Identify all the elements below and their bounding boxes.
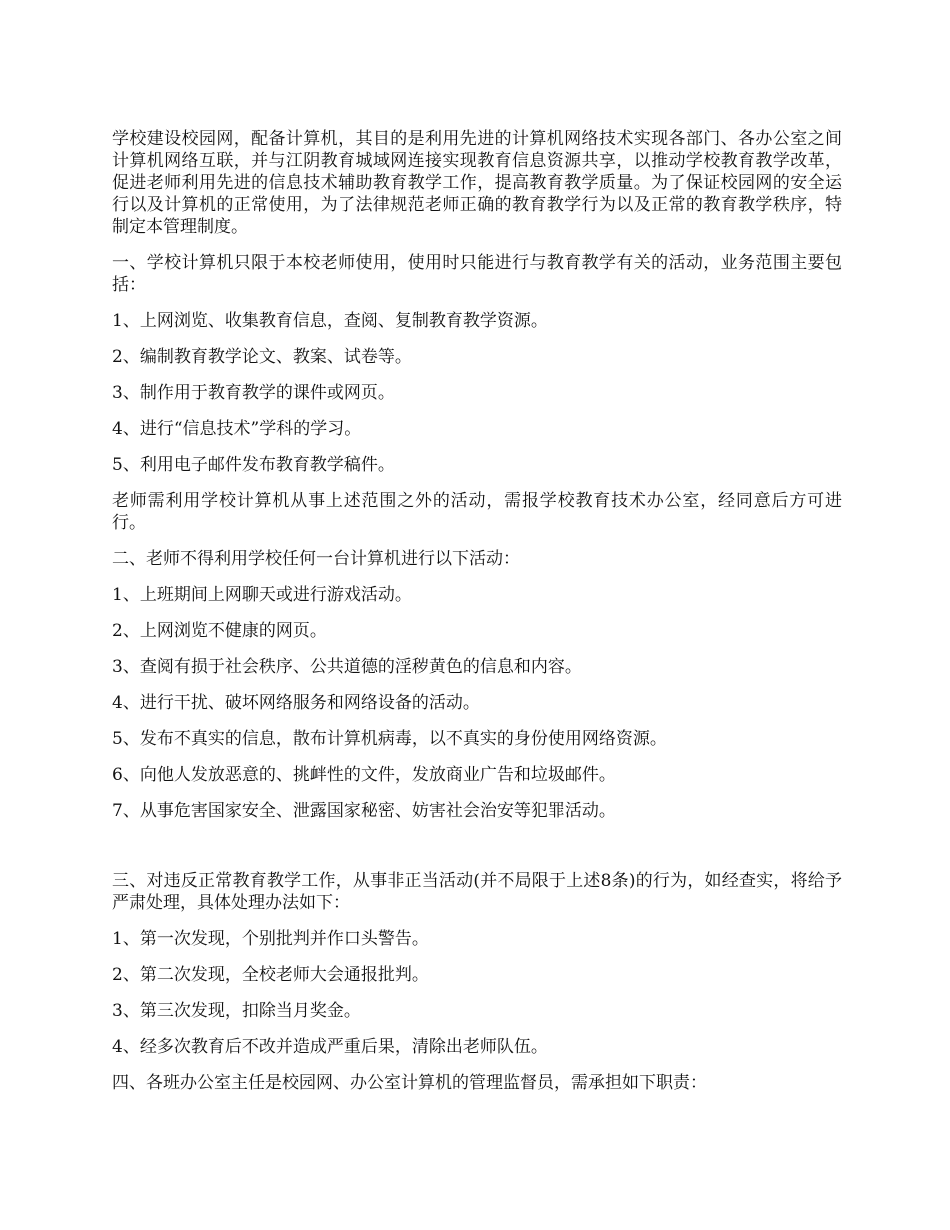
list-item: 2、第二次发现，全校老师大会通报批判。 xyxy=(112,965,429,985)
list-item: 3、制作用于教育教学的课件或网页。 xyxy=(112,383,395,403)
list-item: 2、编制教育教学论文、教案、试卷等。 xyxy=(112,347,412,367)
list-item: 1、上网浏览、收集教育信息，查阅、复制教育教学资源。 xyxy=(112,311,548,331)
section-spacer xyxy=(112,836,842,870)
list-item: 3、查阅有损于社会秩序、公共道德的淫秽黄色的信息和内容。 xyxy=(112,657,582,677)
list-item: 4、进行“信息技术”学科的学习。 xyxy=(112,419,362,439)
list-item: 1、上班期间上网聊天或进行游戏活动。 xyxy=(112,585,412,605)
list-item: 7、从事危害国家安全、泄露国家秘密、妨害社会治安等犯罪活动。 xyxy=(112,801,616,821)
list-item: 5、发布不真实的信息，散布计算机病毒，以不真实的身份使用网络资源。 xyxy=(112,729,667,749)
list-item: 1、第一次发现，个别批判并作口头警告。 xyxy=(112,929,429,949)
list-item: 6、向他人发放恶意的、挑衅性的文件，发放商业广告和垃圾邮件。 xyxy=(112,765,616,785)
section3-heading: 三、对违反正常教育教学工作，从事非正当活动(并不局限于上述8条)的行为，如经查实，将给予严肃处理，具体处理办法如下： xyxy=(112,871,842,913)
intro-paragraph: 学校建设校园网，配备计算机，其目的是利用先进的计算机网络技术实现各部门、各办公室之间计算机网络互联，并与江阴教育城域网连接实现教育信息资源共享，以推动学校教育教学改革，促进老师利用先进的信息技术辅助教育教学工作，提高教育教学质量。为了保证校园网的安全运行以及计算机的正常使用，为了法律规范老师正确的教育教学行为以及正常的教育教学秩序，特制定本管理制度。 xyxy=(112,129,842,237)
section2-heading: 二、老师不得利用学校任何一台计算机进行以下活动： xyxy=(112,549,520,569)
list-item: 4、经多次教育后不改并造成严重后果，清除出老师队伍。 xyxy=(112,1037,548,1057)
list-item: 3、第三次发现，扣除当月奖金。 xyxy=(112,1001,361,1021)
list-item: 2、上网浏览不健康的网页。 xyxy=(112,621,327,641)
list-item: 5、利用电子邮件发布教育教学稿件。 xyxy=(112,455,395,475)
list-item: 4、进行干扰、破坏网络服务和网络设备的活动。 xyxy=(112,693,480,713)
section4-heading: 四、各班办公室主任是校园网、办公室计算机的管理监督员，需承担如下职责： xyxy=(112,1073,707,1093)
document-body xyxy=(112,128,842,1108)
section1-heading: 一、学校计算机只限于本校老师使用，使用时只能进行与教育教学有关的活动，业务范围主要包括： xyxy=(112,253,842,295)
section1-note: 老师需利用学校计算机从事上述范围之外的活动，需报学校教育技术办公室，经同意后方可进行。 xyxy=(112,491,842,533)
